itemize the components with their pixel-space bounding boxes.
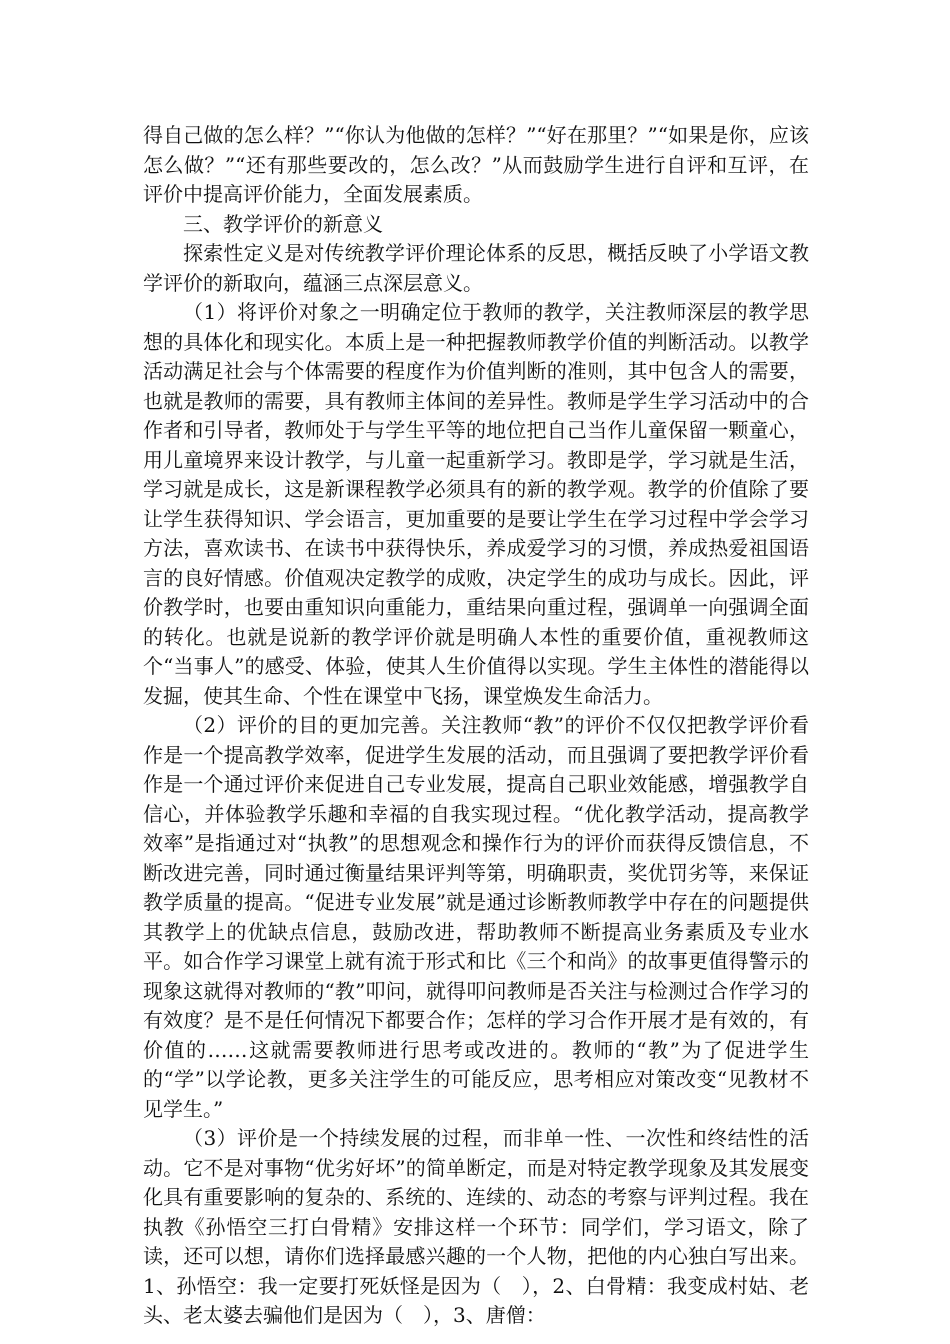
paragraph-point-1: （1）将评价对象之一明确定位于教师的教学，关注教师深层的教学思想的具体化和现实化。本质上是一种把握教师教学价值的判断活动。以教学活动满足社会与个体需要的程度作为价值判断的准则，其中包含人的需要，也就是教师的需要，具有教师主体间的差异性。教师是学生学习活动中的合作者和引导者，教师处于与学生平等的地位把自己当作儿童保留一颗童心，用儿童境界来设计教学，与儿童一起重新学习。教即是学，学习就是生活，学习就是成长，这是新课程教学必须具有的新的教学观。教学的价值除了要让学生获得知识、学会语言，更加重要的是要让学生在学习过程中学会学习方法，喜欢读书、在读书中获得快乐，养成爱学习的习惯，养成热爱祖国语言的良好情感。价值观决定教学的成败，决定学生的成功与成长。因此，评价教学时，也要由重知识向重能力，重结果向重过程，强调单一向强调全面的转化。也就是说新的教学评价就是明确人本性的重要价值，重视教师这个“当事人”的感受、体验，使其人生价值得以实现。学生主体性的潜能得以发掘，使其生命、个性在课堂中飞扬，课堂焕发生命活力。: [143, 300, 809, 708]
paragraph-definition: 探索性定义是对传统教学评价理论体系的反思，概括反映了小学语文教学评价的新取向，蕴涵三点深层意义。: [143, 241, 809, 295]
paragraph-continuation: 得自己做的怎么样？”“你认为他做的怎样？”“好在那里？”“如果是你，应该怎么做？”“还有那些要改的，怎么改？”从而鼓励学生进行自评和互评，在评价中提高评价能力，全面发展素质。: [143, 123, 809, 206]
document-body: [143, 121, 809, 1331]
section-heading: 三、教学评价的新意义: [183, 211, 383, 236]
paragraph-point-2: （2）评价的目的更加完善。关注教师“教”的评价不仅仅把教学评价看作是一个提高教学效率，促进学生发展的活动，而且强调了要把教学评价看作是一个通过评价来促进自己专业发展，提高自己职业效能感，增强教学自信心，并体验教学乐趣和幸福的自我实现过程。“优化教学活动，提高教学效率”是指通过对“执教”的思想观念和操作行为的评价而获得反馈信息，不断改进完善，同时通过衡量结果评判等第，明确职责，奖优罚劣等，来保证教学质量的提高。“促进专业发展”就是通过诊断教师教学中存在的问题提供其教学上的优缺点信息，鼓励改进，帮助教师不断提高业务素质及专业水平。如合作学习课堂上就有流于形式和比《三个和尚》的故事更值得警示的现象这就得对教师的“教”叩问，就得叩问教师是否关注与检测过合作学习的有效度？是不是任何情况下都要合作；怎样的学习合作开展才是有效的，有价值的……这就需要教师进行思考或改进的。教师的“教”为了促进学生的“学”以学论教，更多关注学生的可能反应，思考相应对策改变“见教材不见学生。”: [143, 713, 809, 1121]
paragraph-point-3: （3）评价是一个持续发展的过程，而非单一性、一次性和终结性的活动。它不是对事物“优劣好坏”的简单断定，而是对特定教学现象及其发展变化具有重要影响的复杂的、系统的、连续的、动态的考察与评判过程。我在执教《孙悟空三打白骨精》安排这样一个环节：同学们，学习语文，除了读，还可以想，请你们选择最感兴趣的一个人物，把他的内心独白写出来。1、孙悟空：我一定要打死妖怪是因为（ ），2、白骨精：我变成村姑、老头、老太婆去骗他们是因为（ ），3、唐僧：: [143, 1126, 809, 1327]
